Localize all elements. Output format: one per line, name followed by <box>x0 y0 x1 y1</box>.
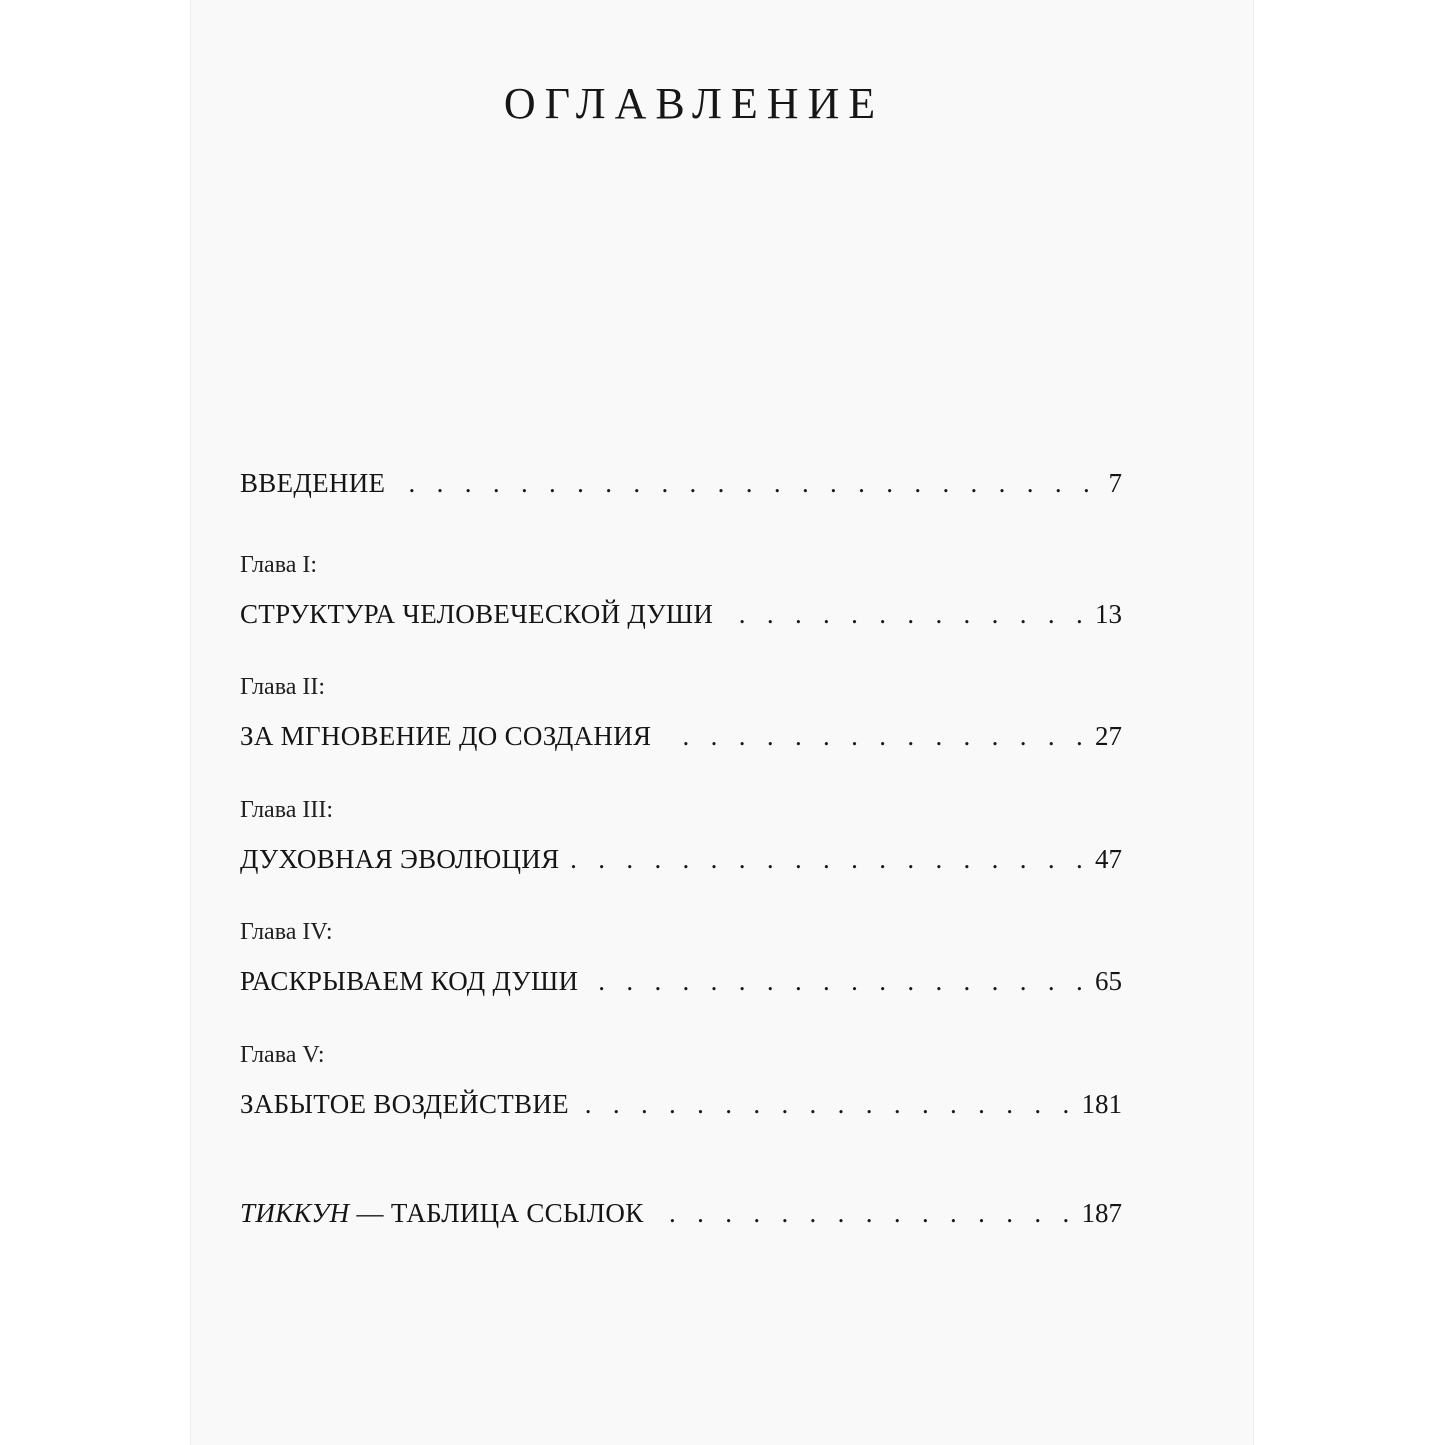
chapter-label: Глава II: <box>240 674 326 700</box>
toc-entry-title <box>240 1193 644 1233</box>
toc-entry-title-italic: ТИККУН <box>240 1198 350 1228</box>
toc-page-number: 187 <box>1081 1198 1122 1228</box>
toc-entry-title: ВВЕДЕНИЕ <box>240 468 386 498</box>
toc-entry-title-rest: — ТАБЛИЦА ССЫЛОК <box>349 1198 644 1228</box>
toc-row[interactable] <box>240 1193 1122 1233</box>
toc-entry-chapter-5[interactable] <box>240 1040 1122 1124</box>
toc-entry-chapter-4[interactable] <box>240 917 1122 1001</box>
toc-page-number: 181 <box>1081 1089 1122 1119</box>
chapter-label: Глава IV: <box>240 919 333 945</box>
chapter-label: Глава III: <box>240 797 334 823</box>
dot-leader <box>579 1084 1076 1124</box>
toc-entry-title: СТРУКТУРА ЧЕЛОВЕЧЕСКОЙ ДУШИ <box>240 599 714 629</box>
toc-entry-title: ЗА МГНОВЕНИЕ ДО СОЗДАНИЯ <box>240 721 652 751</box>
toc-row[interactable] <box>240 463 1122 503</box>
toc-entry-title: ДУХОВНАЯ ЭВОЛЮЦИЯ <box>240 844 560 874</box>
toc-entry-chapter-3[interactable] <box>240 795 1122 879</box>
toc-row[interactable] <box>240 839 1122 879</box>
page-title <box>190 78 1254 129</box>
dot-leader <box>395 463 1096 503</box>
dot-leader <box>661 716 1089 756</box>
toc-page-number: 65 <box>1095 966 1122 996</box>
toc-entry-title: ЗАБЫТОЕ ВОЗДЕЙСТВИЕ <box>240 1089 569 1119</box>
page-title-text: ОГЛАВЛЕНИЕ <box>503 79 885 128</box>
toc-page-number: 13 <box>1095 599 1122 629</box>
toc-entry-introduction[interactable] <box>240 463 1122 503</box>
toc-entry-chapter-2[interactable] <box>240 672 1122 756</box>
dot-leader <box>588 961 1089 1001</box>
toc-page-number: 7 <box>1108 468 1122 498</box>
dot-leader <box>569 839 1089 879</box>
toc-row[interactable] <box>240 716 1122 756</box>
toc-entry-tikkun-reference-table[interactable] <box>240 1193 1122 1233</box>
toc-page-number: 27 <box>1095 721 1122 751</box>
chapter-label: Глава V: <box>240 1042 325 1068</box>
toc-row[interactable] <box>240 594 1122 634</box>
dot-leader <box>654 1193 1076 1233</box>
toc-entry-chapter-1[interactable] <box>240 550 1122 634</box>
toc-page-number: 47 <box>1095 844 1122 874</box>
toc-row[interactable] <box>240 1084 1122 1124</box>
chapter-label: Глава I: <box>240 552 318 578</box>
toc-entry-title: РАСКРЫВАЕМ КОД ДУШИ <box>240 966 579 996</box>
dot-leader <box>723 594 1089 634</box>
toc-row[interactable] <box>240 961 1122 1001</box>
